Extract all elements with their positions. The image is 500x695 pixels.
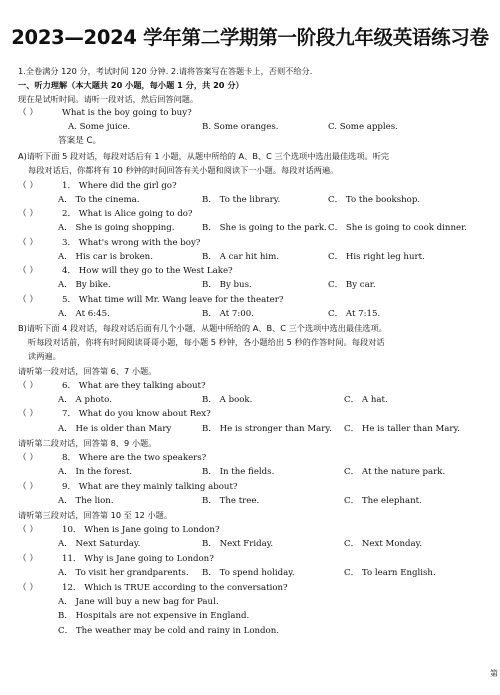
q5-option-a: A． At 6:45. bbox=[58, 309, 110, 319]
question-7: （ ） 7． What do you know about Rex? bbox=[18, 409, 211, 419]
q12-option-c: C． The weather may be cold and rainy in London. bbox=[58, 626, 279, 636]
question-2: （ ） 2． What is Alice going to do? bbox=[18, 209, 193, 219]
question-6: （ ） 6． What are they talking about? bbox=[18, 381, 206, 391]
q3-option-c: C． His right leg hurt. bbox=[328, 252, 425, 262]
question-5: （ ） 5． What time will Mr. Wang leave for the theater? bbox=[18, 295, 284, 305]
q4-option-a: A． By bike. bbox=[58, 280, 111, 290]
q6-option-b: B． A book. bbox=[202, 395, 253, 405]
question-1: （ ） 1． Where did the girl go? bbox=[18, 181, 177, 191]
q8-option-b: B． In the fields. bbox=[202, 467, 275, 477]
q10-option-c: C． Next Monday. bbox=[344, 539, 423, 549]
q11-option-b: B． To spend holiday. bbox=[202, 568, 295, 578]
q12-option-b: B． Hospitals are not expensive in England. bbox=[58, 611, 250, 621]
question-12: （ ） 12． Which is TRUE according to the conversation? bbox=[18, 583, 288, 593]
q7-option-c: C． He is taller than Mary. bbox=[344, 424, 460, 434]
q2-option-b: B． She is going to the park. bbox=[202, 223, 327, 233]
q4-option-c: C． By car. bbox=[328, 280, 376, 290]
page-title: 2023—2024 学年第二学期第一阶段九年级英语练习卷 bbox=[11, 26, 489, 49]
answer-blank: （ ） bbox=[18, 108, 38, 118]
q8-option-c: C． At the nature park. bbox=[344, 467, 446, 477]
question-9: （ ） 9． What are they mainly talking about? bbox=[18, 482, 238, 492]
sample-option-c: C. Some apples. bbox=[328, 122, 398, 132]
q5-option-c: C． At 7:15. bbox=[328, 309, 381, 319]
q2-option-c: C． She is going to cook dinner. bbox=[328, 223, 467, 233]
q1-option-c: C． To the bookshop. bbox=[328, 195, 421, 205]
question-11: （ ） 11． Why is Jane going to London? bbox=[18, 554, 214, 564]
q4-option-b: B． By bus. bbox=[202, 280, 252, 290]
q6-option-a: A． A photo. bbox=[58, 395, 112, 405]
page-corner-mark: 第 bbox=[490, 669, 498, 678]
q10-option-a: A． Next Saturday. bbox=[58, 539, 141, 549]
q1-option-a: A． To the cinema. bbox=[58, 195, 140, 205]
notice: 1.全卷满分 120 分，考试时间 120 分钟. 2.请将答案写在答题卡上，否则不给分. bbox=[18, 66, 313, 76]
q7-option-a: A． He is older than Mary bbox=[58, 424, 172, 434]
dialog-note-2: 请听第二段对话，回答第 8、9 小题。 bbox=[18, 438, 157, 448]
question-10: （ ） 10． When is Jane going to London? bbox=[18, 525, 220, 535]
part-b-instruction-3: 读两遍。 bbox=[28, 351, 61, 361]
intro-text: 现在是试听时间。请听一段对话，然后回答问题。 bbox=[18, 94, 199, 104]
q11-option-c: C． To learn English. bbox=[344, 568, 436, 578]
part-b-instruction: B)请听下面 4 段对话，每段对话后面有几个小题，从题中所给的 A、B、C 三个选项中选出最佳选项。 bbox=[18, 323, 387, 333]
q11-option-a: A． To visit her grandparents. bbox=[58, 568, 189, 578]
q3-option-a: A． His car is broken. bbox=[58, 252, 153, 262]
q9-option-a: A． The lion. bbox=[58, 496, 114, 506]
q2-option-a: A． She is going shopping. bbox=[58, 223, 175, 233]
q10-option-b: B． Next Friday. bbox=[202, 539, 274, 549]
q12-option-a: A． Jane will buy a new bag for Paul. bbox=[58, 597, 219, 607]
sample-question: （ ） What is the boy going to buy? bbox=[18, 108, 192, 118]
sample-option-b: B. Some oranges. bbox=[202, 122, 279, 132]
part-a-instruction-2: 每段对话后，你都将有 10 秒钟的时间回答有关小题和阅读下一小题。每段对话两遍。 bbox=[28, 165, 339, 175]
part-b-instruction-2: 听每段对话前，你将有时间阅读哥哥小题，每小题 5 秒钟，各小题给出 5 秒的作答时间。每段对话 bbox=[28, 337, 385, 347]
question-3: （ ） 3． What's wrong with the boy? bbox=[18, 238, 201, 248]
dialog-note-3: 请听第三段对话，回答第 10 至 12 小题。 bbox=[18, 510, 173, 520]
q9-option-b: B． The tree. bbox=[202, 496, 260, 506]
dialog-note-1: 请听第一段对话，回答第 6、7 小题。 bbox=[18, 366, 157, 376]
sample-option-a: A. Some juice. bbox=[68, 122, 131, 132]
q3-option-b: B． A car hit him. bbox=[202, 252, 279, 262]
question-4: （ ） 4． How will they go to the West Lake? bbox=[18, 266, 233, 276]
q6-option-c: C． A hat. bbox=[344, 395, 388, 405]
section-heading: 一、听力理解（本大题共 20 小题，每小题 1 分，共 20 分） bbox=[18, 80, 244, 90]
q9-option-c: C． The elephant. bbox=[344, 496, 422, 506]
q7-option-b: B． He is stronger than Mary. bbox=[202, 424, 332, 434]
q1-option-b: B． To the library. bbox=[202, 195, 281, 205]
sample-answer: 答案是 C。 bbox=[58, 136, 102, 146]
q5-option-b: B． At 7:00. bbox=[202, 309, 254, 319]
question-8: （ ） 8． Where are the two speakers? bbox=[18, 453, 207, 463]
q8-option-a: A． In the forest. bbox=[58, 467, 133, 477]
part-a-instruction: A)请听下面 5 段对话，每段对话后有 1 小题，从题中所给的 A、B、C 三个选项中选出最佳选项。听完 bbox=[18, 151, 390, 161]
